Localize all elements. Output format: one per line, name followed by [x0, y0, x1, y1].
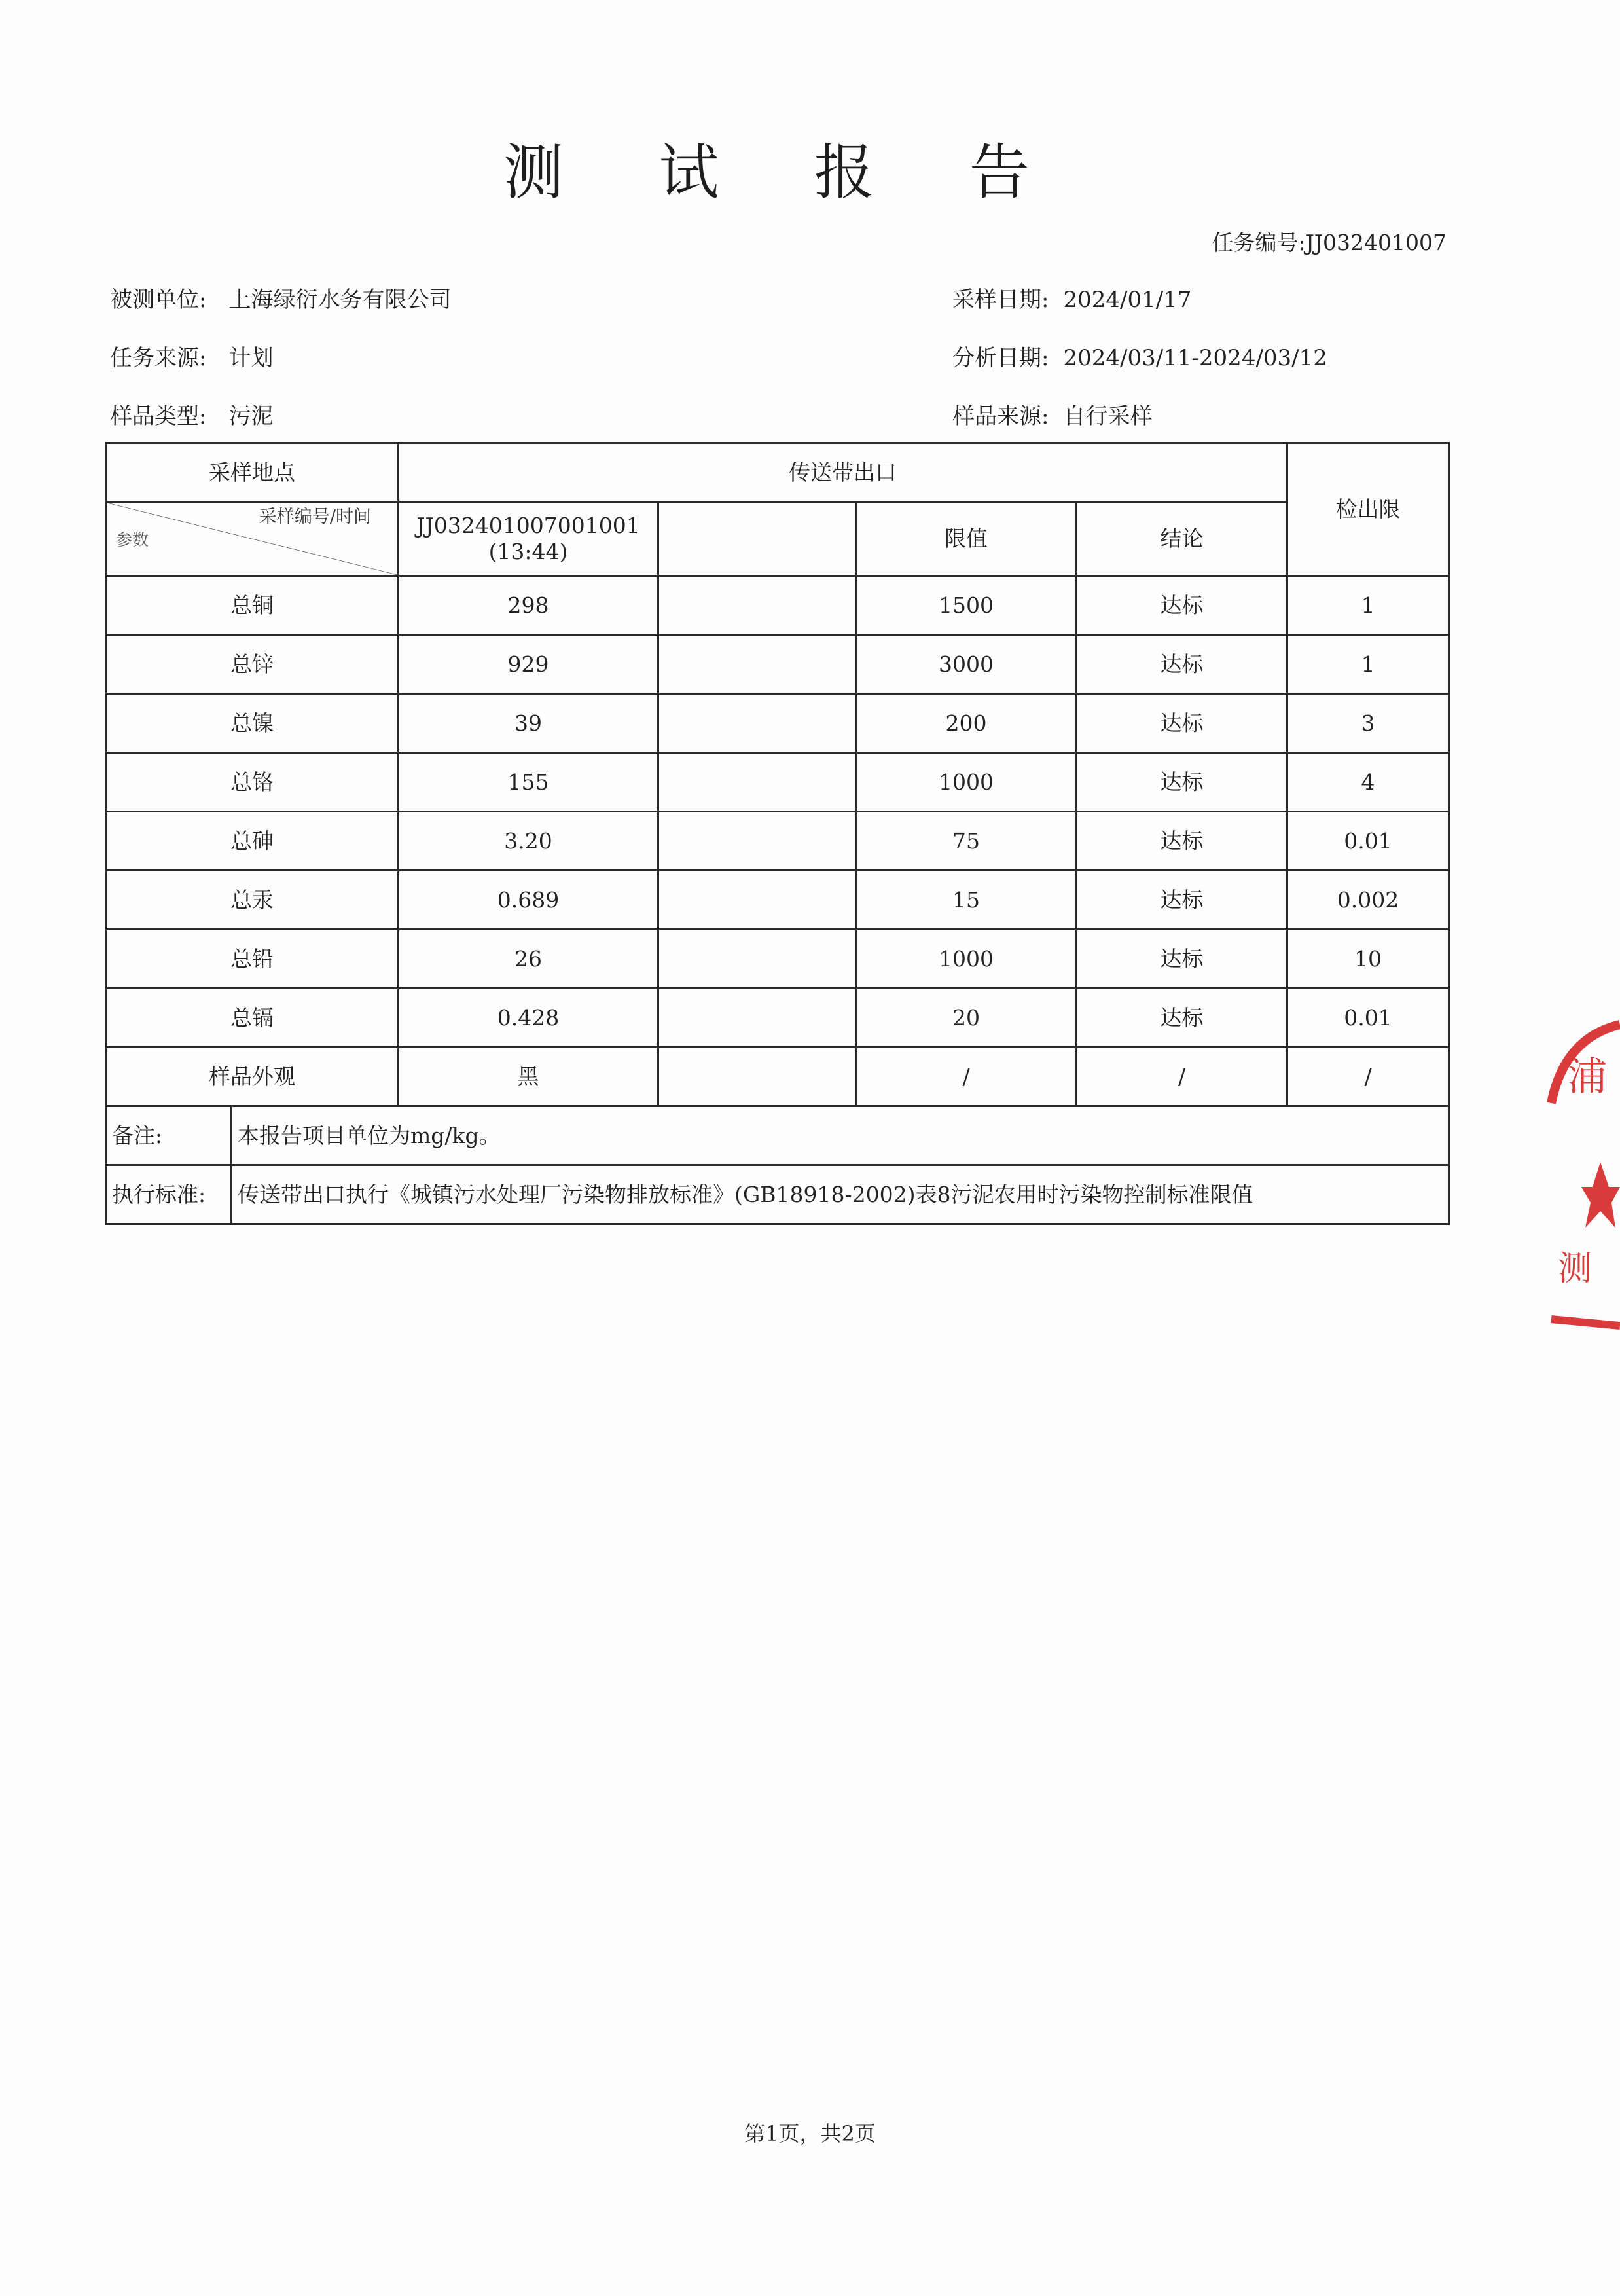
diag-top-label: 采样编号/时间 — [259, 507, 371, 527]
analysis-date-info — [952, 340, 1327, 372]
table-row — [106, 812, 1449, 871]
table-row — [106, 989, 1449, 1048]
conclusion-cell: 达标 — [1077, 871, 1287, 930]
results-table — [105, 442, 1450, 1225]
sample-type-info — [110, 398, 273, 430]
limit-cell: 75 — [856, 812, 1077, 871]
report-title: 测 试 报 告 — [503, 137, 1068, 208]
detection-limit-cell: / — [1287, 1048, 1449, 1106]
conclusion-cell: 达标 — [1077, 989, 1287, 1048]
conclusion-cell: 达标 — [1077, 812, 1287, 871]
client-label: 被测单位: — [110, 287, 207, 313]
limit-cell: 15 — [856, 871, 1077, 930]
svg-text:测: 测 — [1558, 1249, 1593, 1288]
remark-label: 备注: — [106, 1106, 232, 1165]
empty-cell — [658, 576, 856, 635]
value-cell: 39 — [399, 694, 658, 753]
conclusion-cell: 达标 — [1077, 635, 1287, 694]
sample-source-info — [952, 398, 1152, 430]
analysis-date-label: 分析日期: — [952, 345, 1049, 371]
sampling-date-value: 2024/01/17 — [1063, 287, 1192, 313]
detection-limit-cell: 0.002 — [1287, 871, 1449, 930]
param-cell: 总锌 — [106, 635, 399, 694]
table-row — [106, 694, 1449, 753]
sample-source-value: 自行采样 — [1063, 403, 1153, 429]
sample-time: (13:44) — [488, 539, 568, 564]
client-info — [110, 282, 451, 314]
detection-limit-cell: 10 — [1287, 930, 1449, 989]
diag-bottom-label: 参数 — [116, 530, 149, 549]
value-cell: 0.689 — [399, 871, 658, 930]
sample-type-value: 污泥 — [228, 403, 274, 429]
task-source-label: 任务来源: — [110, 345, 207, 371]
value-cell: 0.428 — [399, 989, 658, 1048]
sampling-date-label: 采样日期: — [952, 287, 1049, 313]
empty-cell — [658, 694, 856, 753]
table-row — [106, 753, 1449, 812]
sampling-date-info — [952, 282, 1191, 314]
value-cell: 黑 — [399, 1048, 658, 1106]
limit-header: 限值 — [856, 502, 1077, 576]
param-cell: 总镉 — [106, 989, 399, 1048]
diagonal-header-cell — [106, 502, 399, 576]
empty-cell — [658, 930, 856, 989]
standard-label: 执行标准: — [106, 1165, 232, 1224]
detection-limit-cell: 0.01 — [1287, 812, 1449, 871]
location-value: 传送带出口 — [399, 443, 1287, 502]
limit-cell: / — [856, 1048, 1077, 1106]
param-cell: 总镍 — [106, 694, 399, 753]
sample-id: JJ032401007001001 — [416, 513, 640, 539]
table-row — [106, 871, 1449, 930]
param-cell: 总铅 — [106, 930, 399, 989]
empty-cell — [658, 1048, 856, 1106]
svg-text:浦: 浦 — [1568, 1054, 1607, 1100]
conclusion-cell: / — [1077, 1048, 1287, 1106]
conclusion-cell: 达标 — [1077, 694, 1287, 753]
empty-cell — [658, 989, 856, 1048]
param-cell: 总铬 — [106, 753, 399, 812]
param-cell: 总砷 — [106, 812, 399, 871]
analysis-date-value: 2024/03/11-2024/03/12 — [1063, 345, 1327, 371]
detection-limit-cell: 4 — [1287, 753, 1449, 812]
value-cell: 26 — [399, 930, 658, 989]
sample-id-header — [399, 502, 658, 576]
value-cell: 155 — [399, 753, 658, 812]
sample-type-label: 样品类型: — [110, 403, 207, 429]
limit-cell: 200 — [856, 694, 1077, 753]
conclusion-cell: 达标 — [1077, 930, 1287, 989]
table-row — [106, 930, 1449, 989]
page-footer: 第1页，共2页 — [744, 2121, 876, 2146]
remark-value: 本报告项目单位为mg/kg。 — [232, 1106, 1449, 1165]
table-row — [106, 635, 1449, 694]
remark-row — [106, 1106, 1449, 1165]
value-cell: 929 — [399, 635, 658, 694]
header-row-sample — [106, 502, 1449, 576]
empty-cell — [658, 635, 856, 694]
table-row — [106, 576, 1449, 635]
detection-limit-cell: 1 — [1287, 576, 1449, 635]
conclusion-header: 结论 — [1077, 502, 1287, 576]
table-row — [106, 1048, 1449, 1106]
limit-cell: 1500 — [856, 576, 1077, 635]
task-source-value: 计划 — [228, 345, 274, 371]
standard-row — [106, 1165, 1449, 1224]
detection-limit-cell: 1 — [1287, 635, 1449, 694]
value-cell: 298 — [399, 576, 658, 635]
client-value: 上海绿衍水务有限公司 — [228, 287, 452, 313]
detection-limit-header: 检出限 — [1287, 443, 1449, 576]
empty-cell — [658, 753, 856, 812]
task-number: 任务编号:JJ032401007 — [1212, 230, 1447, 255]
location-label: 采样地点 — [106, 443, 399, 502]
red-seal-stamp — [1538, 1011, 1620, 1339]
empty-cell — [658, 812, 856, 871]
empty-cell — [658, 871, 856, 930]
sample-source-label: 样品来源: — [952, 403, 1049, 429]
value-cell: 3.20 — [399, 812, 658, 871]
detection-limit-cell: 3 — [1287, 694, 1449, 753]
param-cell: 总铜 — [106, 576, 399, 635]
param-cell: 总汞 — [106, 871, 399, 930]
standard-value: 传送带出口执行《城镇污水处理厂污染物排放标准》(GB18918-2002)表8污泥农用时污染物控制标准限值 — [232, 1165, 1449, 1224]
conclusion-cell: 达标 — [1077, 753, 1287, 812]
limit-cell: 1000 — [856, 753, 1077, 812]
header-row-location — [106, 443, 1449, 502]
conclusion-cell: 达标 — [1077, 576, 1287, 635]
limit-cell: 1000 — [856, 930, 1077, 989]
limit-cell: 3000 — [856, 635, 1077, 694]
task-source-info — [110, 340, 273, 372]
param-cell: 样品外观 — [106, 1048, 399, 1106]
limit-cell: 20 — [856, 989, 1077, 1048]
detection-limit-cell: 0.01 — [1287, 989, 1449, 1048]
empty-header-cell — [658, 502, 856, 576]
